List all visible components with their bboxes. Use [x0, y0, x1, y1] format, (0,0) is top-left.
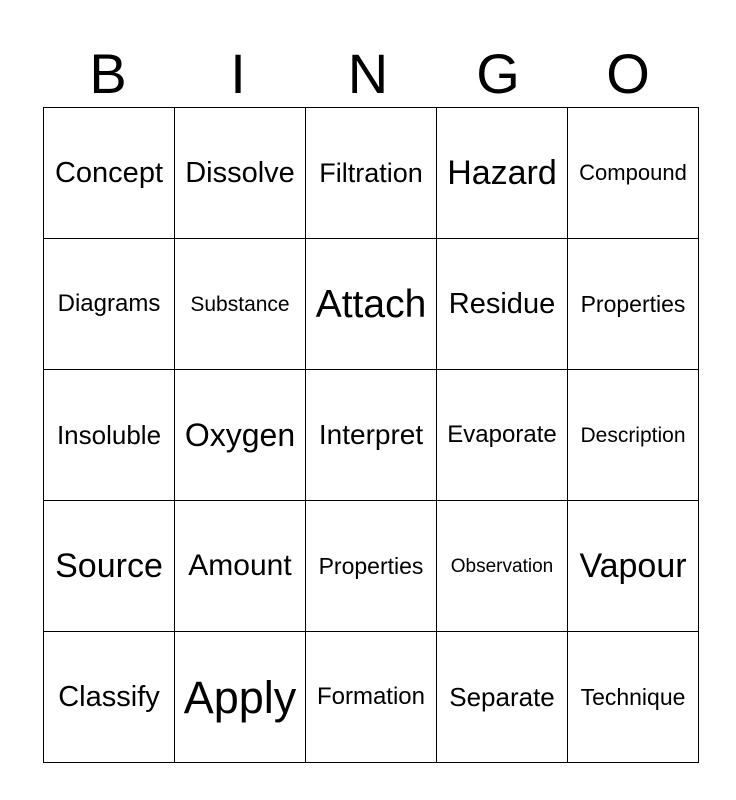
bingo-cell: Classify [44, 632, 175, 763]
bingo-cell: Amount [175, 501, 306, 632]
grid-row [44, 108, 699, 239]
bingo-cell: Apply [175, 632, 306, 763]
bingo-header [43, 40, 693, 108]
bingo-cell: Source [44, 501, 175, 632]
bingo-cell: Hazard [437, 108, 568, 239]
header-letter-n: N [347, 42, 389, 105]
grid-row [44, 632, 699, 763]
bingo-cell: Observation [437, 501, 568, 632]
grid-row [44, 370, 699, 501]
bingo-cell: Filtration [306, 108, 437, 239]
bingo-cell: Substance [175, 239, 306, 370]
bingo-cell: Properties [568, 239, 699, 370]
bingo-cell: Dissolve [175, 108, 306, 239]
bingo-cell: Concept [44, 108, 175, 239]
header-letter-o: O [606, 42, 650, 105]
bingo-cell: Residue [437, 239, 568, 370]
bingo-cell: Interpret [306, 370, 437, 501]
bingo-cell: Formation [306, 632, 437, 763]
grid-row [44, 501, 699, 632]
bingo-cell: Compound [568, 108, 699, 239]
bingo-cell: Oxygen [175, 370, 306, 501]
bingo-cell: Properties [306, 501, 437, 632]
bingo-cell: Diagrams [44, 239, 175, 370]
bingo-cell: Technique [568, 632, 699, 763]
grid-row [44, 239, 699, 370]
bingo-cell: Separate [437, 632, 568, 763]
bingo-cell: Attach [306, 239, 437, 370]
header-letter-b: B [89, 42, 127, 105]
bingo-card-grid [43, 107, 699, 763]
bingo-cell: Vapour [568, 501, 699, 632]
bingo-cell: Insoluble [44, 370, 175, 501]
bingo-cell: Description [568, 370, 699, 501]
header-letter-i: I [230, 42, 246, 105]
bingo-cell: Evaporate [437, 370, 568, 501]
header-letter-g: G [476, 42, 520, 105]
